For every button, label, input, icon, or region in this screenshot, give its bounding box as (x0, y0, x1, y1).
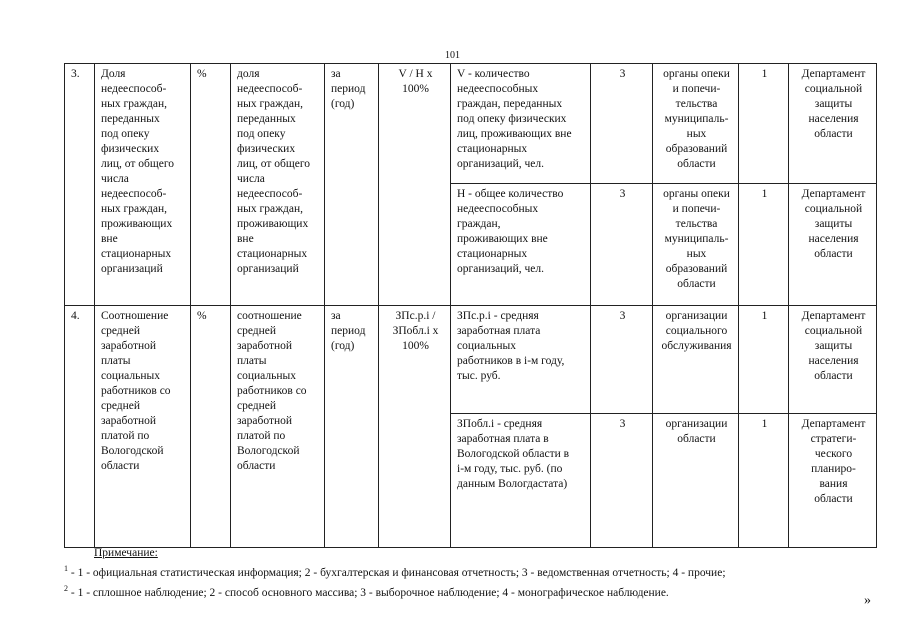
indicator-name-line: недееспособ- (101, 188, 167, 200)
department-line: защиты (814, 218, 853, 230)
responsible-org (653, 306, 739, 414)
department-line: защиты (814, 98, 853, 110)
method-code: 1 (739, 64, 789, 184)
indicator-name-line: области (101, 460, 140, 472)
indicator-definition-line: стационарных (237, 248, 308, 260)
formula (379, 306, 451, 548)
parameter-description-line: организаций, чел. (457, 263, 544, 275)
indicator-definition-line: проживающих (237, 218, 309, 230)
department-line: защиты (814, 340, 853, 352)
indicator-name-line: лиц, от общего (101, 158, 175, 170)
page-number: 101 (445, 50, 460, 61)
parameter-description-line: организаций, чел. (457, 158, 544, 170)
parameter-description-line: V - количество (457, 68, 530, 80)
indicator-name-line: проживающих (101, 218, 173, 230)
parameter-description-line: стационарных (457, 248, 528, 260)
responsible-org-line: социального (665, 325, 728, 337)
formula-line: ЗПс.р.i / (395, 310, 436, 322)
indicator-definition-line: под опеку (237, 128, 286, 140)
source-code: 3 (591, 64, 653, 184)
indicator-name-line: числа (101, 173, 129, 185)
indicator-name-line: ных граждан, (101, 203, 168, 215)
parameter-description-line: граждан, переданных (457, 98, 563, 110)
indicator-name-line: переданных (101, 113, 160, 125)
parameter-description (451, 184, 591, 306)
department-line: социальной (804, 325, 863, 337)
indicator-definition-line: соотношение (237, 310, 302, 322)
indicator-definition-line: недееспособ- (237, 83, 303, 95)
indicator-name-line: платы (101, 355, 131, 367)
responsible-org-line: органы опеки (663, 68, 730, 80)
indicator-definition (231, 64, 325, 306)
note-block (64, 546, 884, 601)
responsible-org-line: муниципаль- (664, 233, 729, 245)
indicator-definition-line: платой по (237, 430, 286, 442)
indicator-definition-line: платы (237, 355, 267, 367)
note-sup-1: 1 (64, 564, 68, 573)
department-line: планиро- (811, 463, 856, 475)
department-line: социальной (804, 83, 863, 95)
parameter-description-line: работников в i-м году, (457, 355, 565, 367)
parameter-description-line: социальных (457, 340, 516, 352)
responsible-org-line: области (677, 158, 716, 170)
table-row (65, 306, 877, 414)
indicator-definition-line: недееспособ- (237, 188, 303, 200)
parameter-description (451, 306, 591, 414)
row-number: 3. (65, 64, 95, 306)
parameter-description-line: заработная плата в (457, 433, 549, 445)
parameter-description-line: ЗПобл.i - средняя (457, 418, 543, 430)
parameter-description-line: проживающих вне (457, 233, 548, 245)
parameter-description-line: тыс. руб. (457, 370, 501, 382)
note-text-2: - 1 - сплошное наблюдение; 2 - способ основного массива; 3 - выборочное наблюдение; 4 - монографическое наблюдение. (68, 586, 669, 599)
department-line: области (814, 128, 853, 140)
responsible-org-line: тельства (675, 218, 718, 230)
department (789, 184, 877, 306)
responsible-org-line: организации (665, 310, 728, 322)
indicator-definition-line: доля (237, 68, 260, 80)
department-line: Департамент (801, 310, 866, 322)
indicator-definition-line: физических (237, 143, 296, 155)
period-line: (год) (331, 98, 355, 110)
parameter-description-line: данным Вологдастата) (457, 478, 568, 490)
table-row (65, 64, 877, 184)
indicator-name-line: недееспособ- (101, 83, 167, 95)
parameter-description (451, 414, 591, 548)
indicator-definition-line: ных граждан, (237, 98, 304, 110)
department-line: социальной (804, 203, 863, 215)
indicator-definition-line: социальных (237, 370, 296, 382)
indicator-name-line: работников со (101, 385, 171, 397)
parameter-description-line: Вологодской области в (457, 448, 570, 460)
note-line-2 (64, 581, 884, 601)
parameter-description-line: недееспособных (457, 83, 539, 95)
unit: % (191, 64, 231, 306)
period-line: (год) (331, 340, 355, 352)
parameter-description-line: недееспособных (457, 203, 539, 215)
department-line: населения (808, 233, 859, 245)
indicator-name-line: стационарных (101, 248, 172, 260)
responsible-org-line: обслуживания (661, 340, 732, 352)
indicator-definition-line: работников со (237, 385, 307, 397)
formula (379, 64, 451, 306)
note-title: Примечание: (94, 547, 158, 559)
unit: % (191, 306, 231, 548)
indicator-definition-line: числа (237, 173, 265, 185)
method-code: 1 (739, 414, 789, 548)
responsible-org (653, 64, 739, 184)
department-line: Департамент (801, 68, 866, 80)
parameter-description-line: стационарных (457, 143, 528, 155)
department-line: области (814, 370, 853, 382)
indicator-definition-line: переданных (237, 113, 296, 125)
responsible-org-line: и попечи- (672, 203, 721, 215)
responsible-org-line: образований (665, 143, 728, 155)
responsible-org-line: ных (686, 128, 707, 140)
indicator-name-line: вне (101, 233, 118, 245)
indicator-definition-line: средней (237, 400, 277, 412)
responsible-org-line: области (677, 433, 716, 445)
indicator-definition-line: ных граждан, (237, 203, 304, 215)
period-line: за (331, 68, 341, 80)
responsible-org (653, 184, 739, 306)
indicator-name-line: Вологодской (101, 445, 164, 457)
formula-line: 100% (402, 340, 429, 352)
department-line: области (814, 248, 853, 260)
indicator-definition-line: вне (237, 233, 254, 245)
indicator-definition-line: средней (237, 325, 277, 337)
department-line: вания (819, 478, 848, 490)
parameter-description-line: заработная плата (457, 325, 541, 337)
parameter-description-line: i-м году, тыс. руб. (по (457, 463, 563, 475)
source-code: 3 (591, 184, 653, 306)
parameter-description-line: ЗПс.р.i - средняя (457, 310, 539, 322)
formula-line: V / Н х (398, 68, 433, 80)
indicator-name-line: социальных (101, 370, 160, 382)
indicator-name-line: средней (101, 400, 141, 412)
responsible-org-line: области (677, 278, 716, 290)
indicator-definition-line: Вологодской (237, 445, 300, 457)
indicator-definition-line: заработной (237, 340, 293, 352)
department (789, 64, 877, 184)
indicator-name-line: заработной (101, 340, 157, 352)
department-line: населения (808, 355, 859, 367)
method-code: 1 (739, 306, 789, 414)
responsible-org-line: образований (665, 263, 728, 275)
department (789, 306, 877, 414)
period-line: за (331, 310, 341, 322)
source-code: 3 (591, 306, 653, 414)
formula-line: ЗПобл.i х (392, 325, 439, 337)
parameter-description-line: лиц, проживающих вне (457, 128, 572, 140)
formula-line: 100% (402, 83, 429, 95)
note-text-1: - 1 - официальная статистическая информация; 2 - бухгалтерская и финансовая отчетность; 3 - ведомственная отчетность; 4 - прочие; (68, 566, 726, 579)
indicator-name-line: физических (101, 143, 160, 155)
period (325, 64, 379, 306)
responsible-org-line: организации (665, 418, 728, 430)
parameter-description-line: Н - общее количество (457, 188, 564, 200)
responsible-org-line: органы опеки (663, 188, 730, 200)
department-line: стратеги- (810, 433, 857, 445)
source-code: 3 (591, 414, 653, 548)
period-line: период (331, 83, 366, 95)
responsible-org-line: и попечи- (672, 83, 721, 95)
indicator-name (95, 64, 191, 306)
indicator-name-line: платой по (101, 430, 150, 442)
responsible-org-line: муниципаль- (664, 113, 729, 125)
responsible-org-line: ных (686, 248, 707, 260)
indicator-table (64, 63, 877, 548)
note-line-1 (64, 561, 884, 581)
department-line: области (814, 493, 853, 505)
indicator-name-line: Доля (101, 68, 126, 80)
indicator-name-line: средней (101, 325, 141, 337)
indicator-name-line: организаций (101, 263, 163, 275)
indicator-name-line: заработной (101, 415, 157, 427)
indicator-name-line: ных граждан, (101, 98, 168, 110)
parameter-description-line: граждан, (457, 218, 501, 230)
parameter-description-line: под опеку физических (457, 113, 567, 125)
department-line: Департамент (801, 418, 866, 430)
row-number: 4. (65, 306, 95, 548)
indicator-definition-line: организаций (237, 263, 299, 275)
indicator-name-line: под опеку (101, 128, 150, 140)
indicator-definition-line: лиц, от общего (237, 158, 311, 170)
department-line: населения (808, 113, 859, 125)
indicator-definition (231, 306, 325, 548)
period (325, 306, 379, 548)
department (789, 414, 877, 548)
closing-quote: » (864, 593, 871, 608)
department-line: Департамент (801, 188, 866, 200)
responsible-org (653, 414, 739, 548)
indicator-name (95, 306, 191, 548)
indicator-definition-line: заработной (237, 415, 293, 427)
method-code: 1 (739, 184, 789, 306)
parameter-description (451, 64, 591, 184)
indicator-name-line: Соотношение (101, 310, 169, 322)
responsible-org-line: тельства (675, 98, 718, 110)
department-line: ческого (814, 448, 853, 460)
note-sup-2: 2 (64, 583, 68, 593)
period-line: период (331, 325, 366, 337)
indicator-definition-line: области (237, 460, 276, 472)
